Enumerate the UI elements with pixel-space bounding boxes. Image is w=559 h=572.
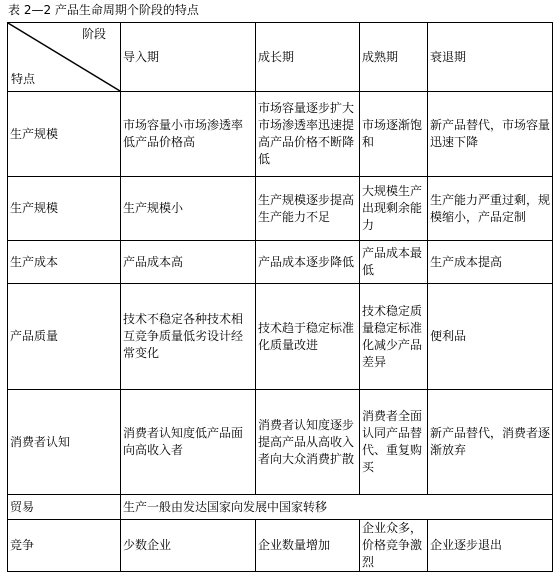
table-cell: 市场逐渐饱和 xyxy=(360,92,428,177)
table-cell: 产品成本最低 xyxy=(360,241,428,284)
table-cell: 新产品替代，消费者逐渐放弃 xyxy=(428,390,553,495)
table-row xyxy=(8,177,553,241)
stage-header-decline: 衰退期 xyxy=(428,23,553,92)
table-cell: 市场容量逐步扩大市场渗透率迅速提高产品价格不断降低 xyxy=(256,92,360,177)
table-cell: 大规模生产出现剩余能力 xyxy=(360,177,428,241)
feature-label: 贸易 xyxy=(8,495,121,520)
table-cell: 产品成本逐步降低 xyxy=(256,241,360,284)
table-cell: 消费者全面认同产品替代、重复购买 xyxy=(360,390,428,495)
feature-label: 生产规模 xyxy=(8,92,121,177)
table-cell: 生产规模逐步提高生产能力不足 xyxy=(256,177,360,241)
trade-cell: 生产一般由发达国家向发展中国家转移 xyxy=(121,495,553,520)
table-cell: 少数企业 xyxy=(121,520,256,572)
trade-row xyxy=(8,495,553,520)
table-cell: 生产规模小 xyxy=(121,177,256,241)
table-row xyxy=(8,390,553,495)
table-cell: 企业众多，价格竞争激烈 xyxy=(360,520,428,572)
table-caption: 表 2—2 产品生命周期个阶段的特点 xyxy=(8,3,199,17)
corner-stage-label: 阶段 xyxy=(81,27,106,41)
corner-header-cell xyxy=(8,23,121,92)
stage-header-introduction: 导入期 xyxy=(121,23,256,92)
table-cell: 生产成本提高 xyxy=(428,241,553,284)
feature-label: 产品质量 xyxy=(8,284,121,390)
stage-header-maturity: 成熟期 xyxy=(360,23,428,92)
feature-label: 消费者认知 xyxy=(8,390,121,495)
table-cell: 新产品替代，市场容量迅速下降 xyxy=(428,92,553,177)
table-cell: 技术不稳定各种技术相互竞争质量低劣设计经常变化 xyxy=(121,284,256,390)
table-cell: 便利品 xyxy=(428,284,553,390)
table-row xyxy=(8,284,553,390)
table-cell: 企业数量增加 xyxy=(256,520,360,572)
corner-feature-label: 特点 xyxy=(11,72,36,86)
header-row xyxy=(8,23,553,92)
table-cell: 消费者认知度逐步提高产品从高收入者向大众消费扩散 xyxy=(256,390,360,495)
table-cell: 企业逐步退出 xyxy=(428,520,553,572)
feature-label: 竞争 xyxy=(8,520,121,572)
stage-header-growth: 成长期 xyxy=(256,23,360,92)
feature-label: 生产规模 xyxy=(8,177,121,241)
table-row xyxy=(8,92,553,177)
table-cell: 消费者认知度低产品面向高收入者 xyxy=(121,390,256,495)
feature-label: 生产成本 xyxy=(8,241,121,284)
competition-row xyxy=(8,520,553,572)
table-cell: 生产能力严重过剩，规模缩小，产品定制 xyxy=(428,177,553,241)
table-cell: 市场容量小市场渗透率低产品价格高 xyxy=(121,92,256,177)
table-row xyxy=(8,241,553,284)
table-cell: 技术稳定质量稳定标准化减少产品差异 xyxy=(360,284,428,390)
table-cell: 产品成本高 xyxy=(121,241,256,284)
lifecycle-table xyxy=(7,22,553,572)
table-cell: 技术趋于稳定标准化质量改进 xyxy=(256,284,360,390)
